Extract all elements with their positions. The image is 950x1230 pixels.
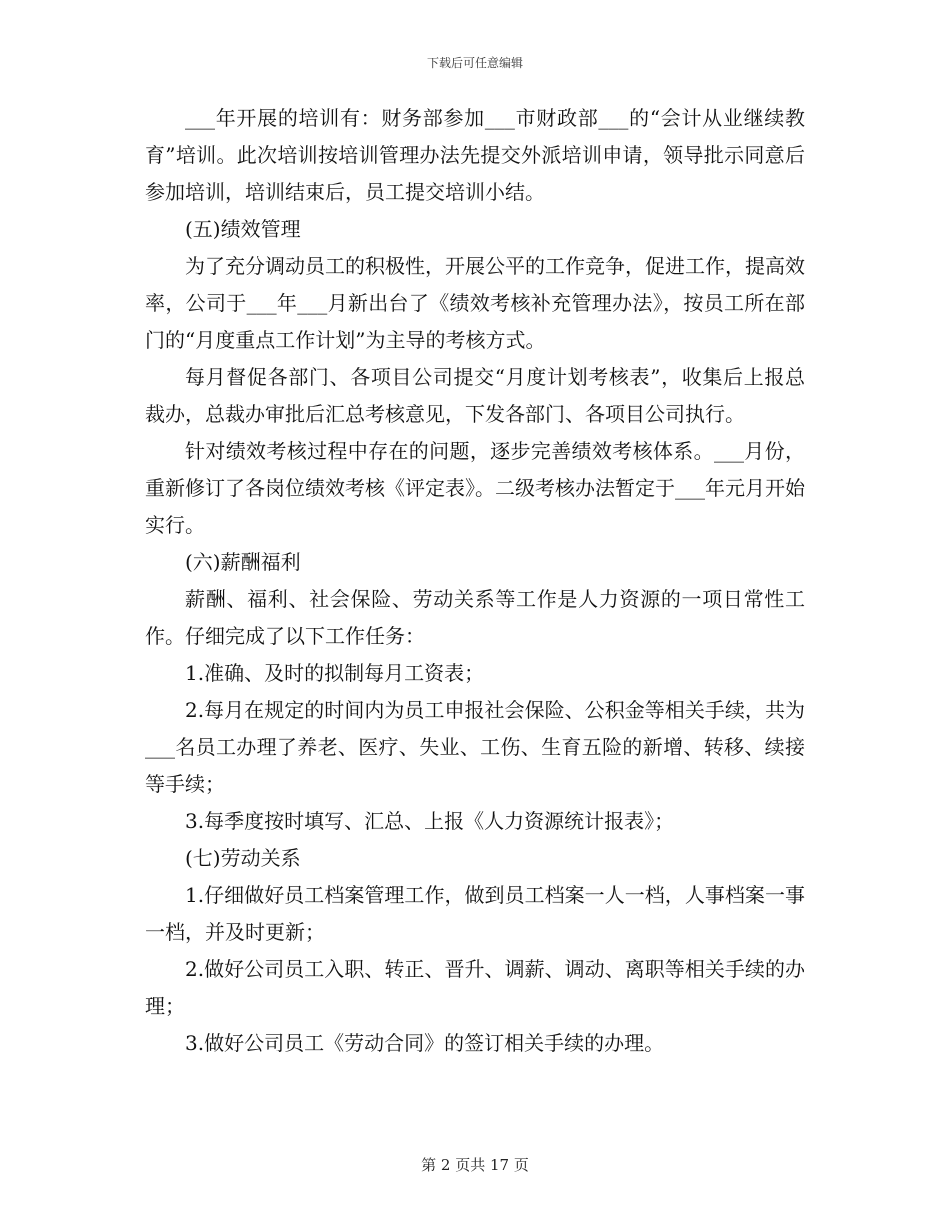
page-header-note: 下载后可任意编辑 (426, 56, 523, 70)
paragraph-monthly-review: 每月督促各部门、各项目公司提交“月度计划考核表”，收集后上报总裁办，总裁办审批后汇总考核意见，下发各部门、各项目公司执行。 (145, 365, 805, 426)
list-item-onboarding: 2.做好公司员工入职、转正、晋升、调薪、调动、离职等相关手续的办理； (145, 957, 805, 1018)
section-heading-labor-relations: (七)劳动关系 (185, 846, 301, 870)
list-item-social-insurance: 2.每月在规定的时间内为员工申报社会保险、公积金等相关手续，共为___名员工办理了养老、医疗、失业、工伤、生育五险的新增、转移、续接等手续； (145, 698, 805, 796)
section-heading-performance: (五)绩效管理 (185, 217, 301, 241)
page-number: 第 2 页共 17 页 (421, 1156, 529, 1174)
document-body (145, 100, 805, 1062)
paragraph-assessment-system: 针对绩效考核过程中存在的问题，逐步完善绩效考核体系。___月份，重新修订了各岗位绩效考核《评定表》。二级考核办法暂定于___年元月开始实行。 (145, 439, 805, 537)
paragraph-training: ___年开展的培训有：财务部参加___市财政部___的“会计从业继续教育”培训。此次培训按培训管理办法先提交外派培训申请，领导批示同意后参加培训，培训结束后，员工提交培训小结。 (145, 106, 805, 204)
section-heading-compensation: (六)薪酬福利 (185, 550, 301, 574)
list-item-archives: 1.仔细做好员工档案管理工作，做到员工档案一人一档，人事档案一事一档，并及时更新； (145, 883, 805, 944)
paragraph-compensation-intro: 薪酬、福利、社会保险、劳动关系等工作是人力资源的一项日常性工作。仔细完成了以下工作任务： (145, 587, 805, 648)
list-item-quarterly-report: 3.每季度按时填写、汇总、上报《人力资源统计报表》； (185, 809, 675, 833)
paragraph-performance-intro: 为了充分调动员工的积极性，开展公平的工作竞争，促进工作，提高效率，公司于___年___月新出台了《绩效考核补充管理办法》，按员工所在部门的“月度重点工作计划”为主导的考核方式。 (145, 254, 805, 352)
list-item-labor-contract: 3.做好公司员工《劳动合同》的签订相关手续的办理。 (185, 1031, 665, 1055)
list-item-payroll: 1.准确、及时的拟制每月工资表； (185, 661, 485, 685)
